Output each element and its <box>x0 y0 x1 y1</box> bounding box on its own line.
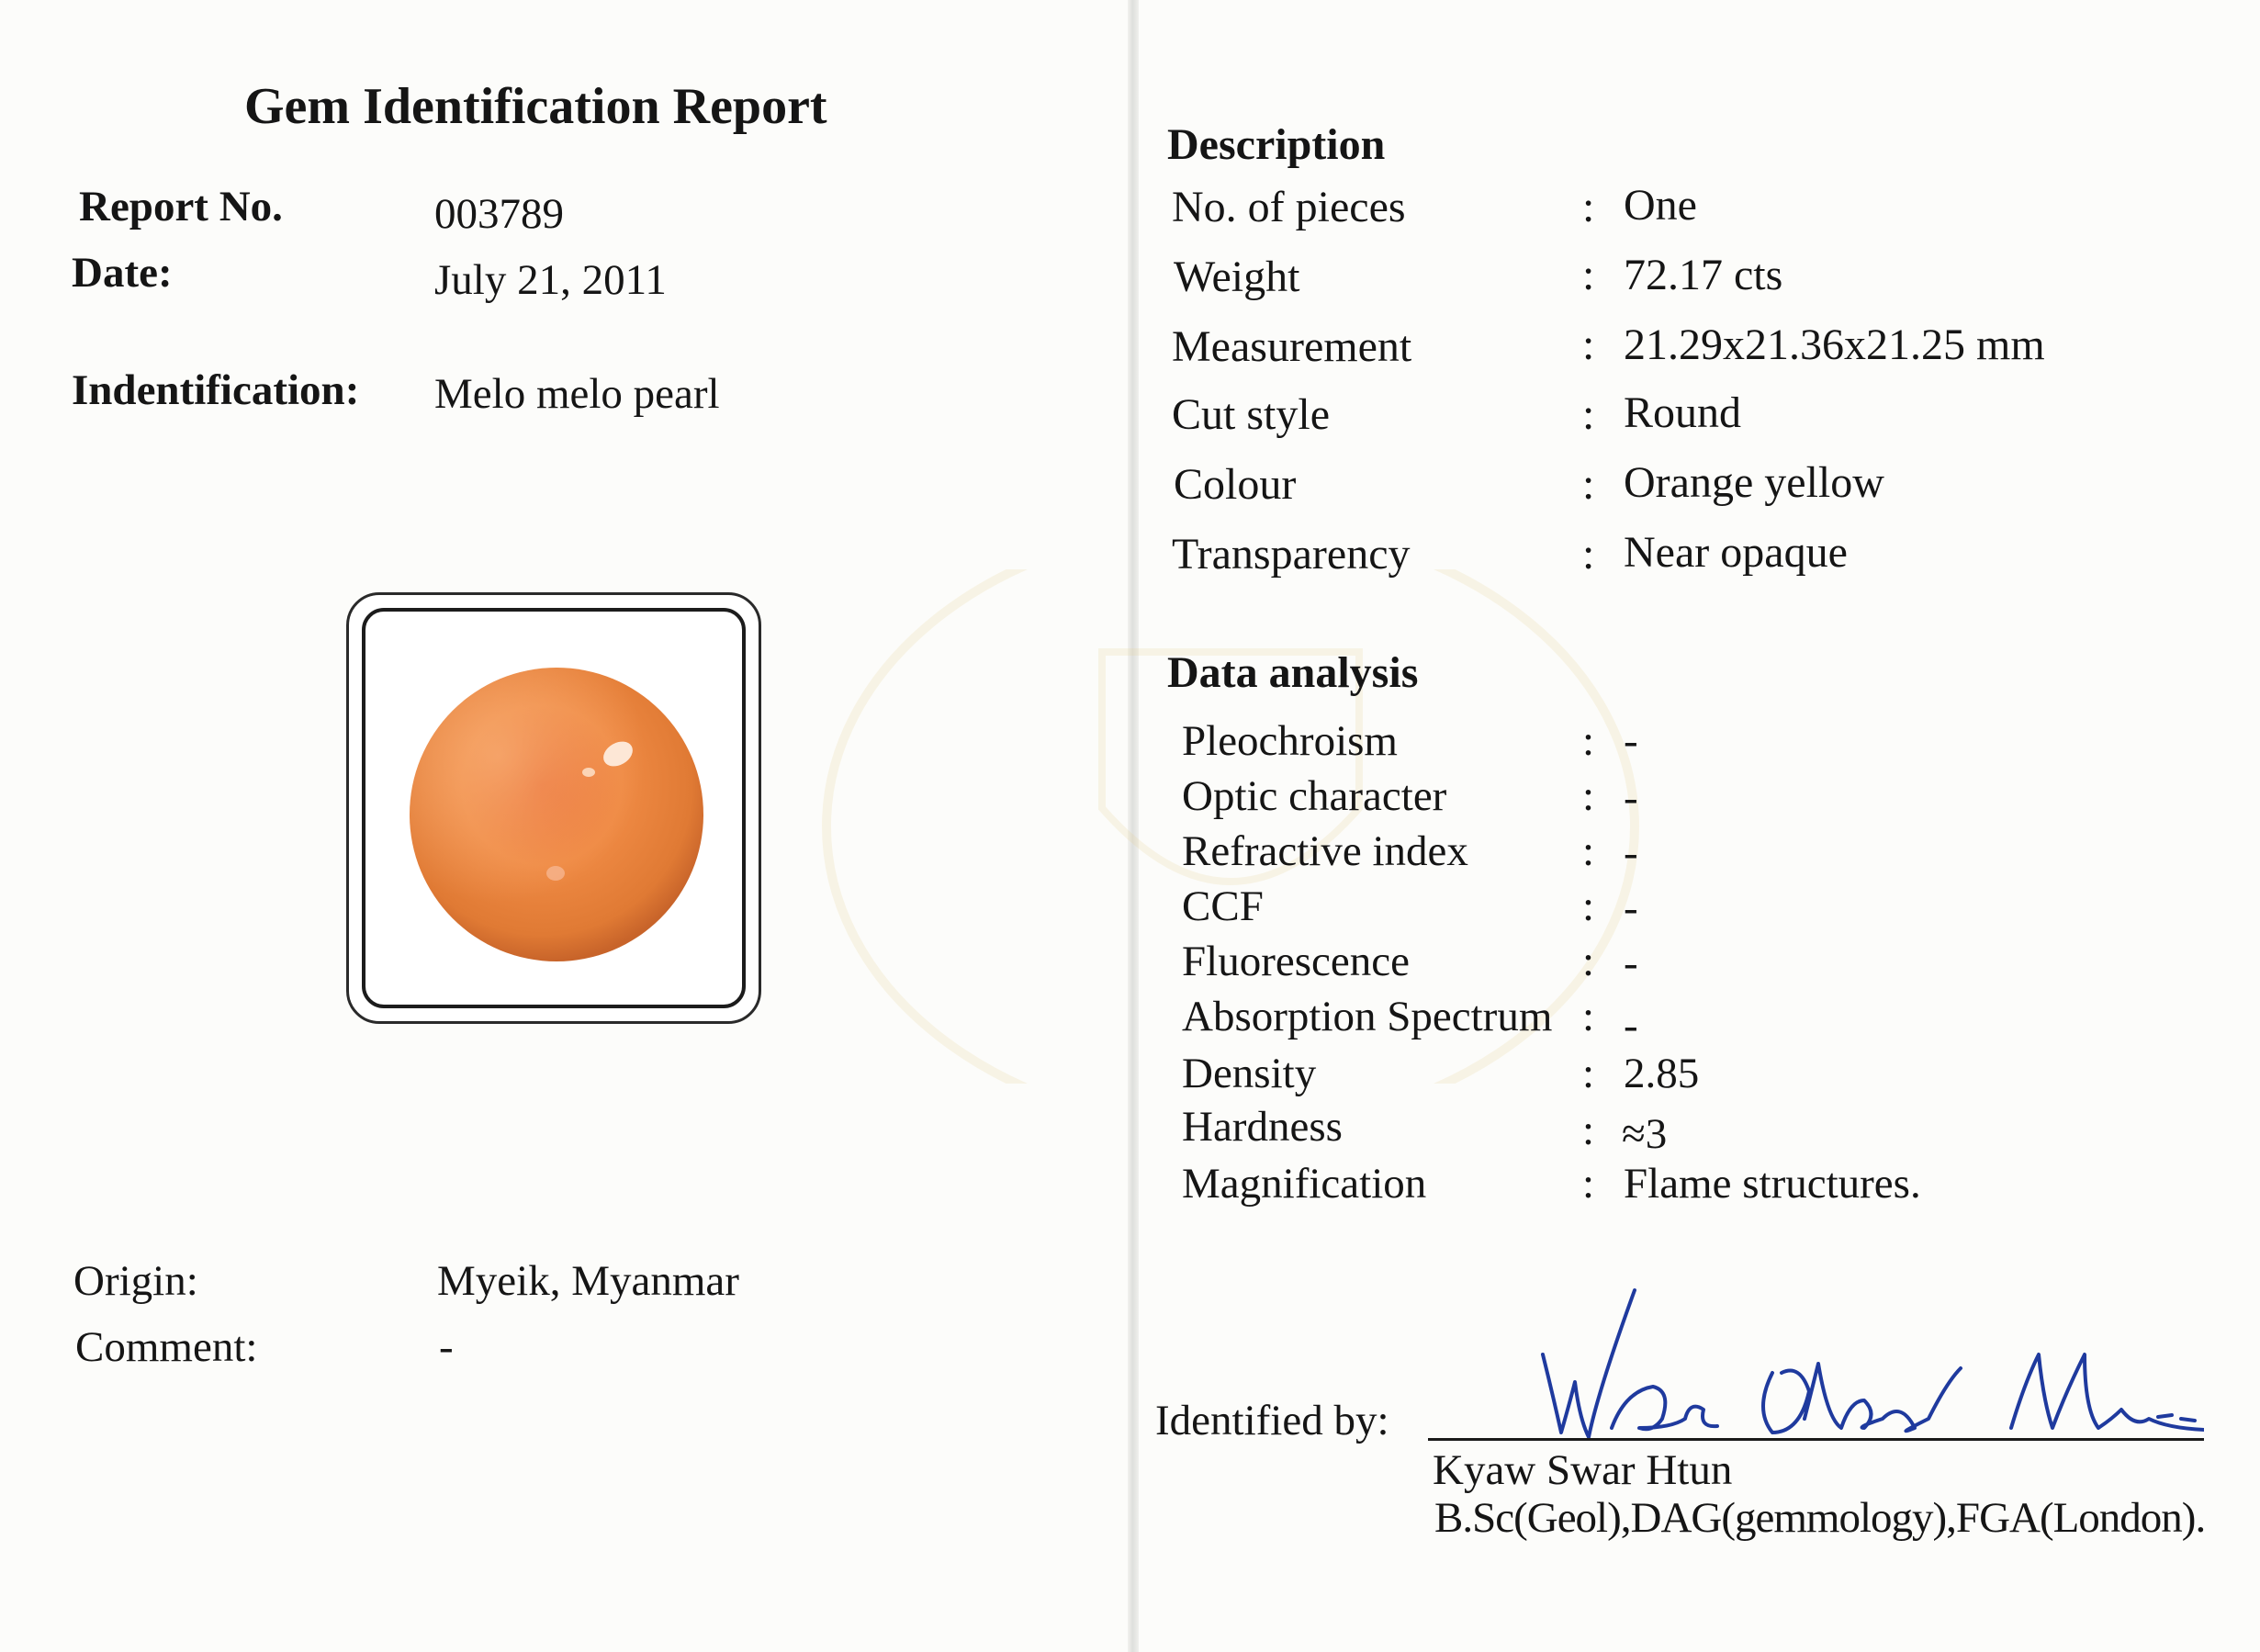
analysis-value: 2.85 <box>1624 1050 1700 1097</box>
identifier-name: Kyaw Swar Htun <box>1433 1446 1733 1494</box>
analysis-value: - <box>1624 717 1638 765</box>
description-label: No. of pieces <box>1172 183 1406 231</box>
separator-colon: : <box>1582 1160 1595 1208</box>
comment-value: - <box>439 1323 454 1371</box>
separator-colon: : <box>1582 993 1595 1040</box>
identified-by-label: Identified by: <box>1155 1397 1389 1444</box>
separator-colon: : <box>1582 530 1595 579</box>
separator-colon: : <box>1582 320 1595 369</box>
data-analysis-heading: Data analysis <box>1167 648 1419 697</box>
analysis-label: Hardness <box>1182 1103 1343 1151</box>
analysis-label: CCF <box>1182 882 1264 930</box>
description-label: Weight <box>1174 253 1300 301</box>
pearl-image <box>409 667 704 962</box>
description-value: Orange yellow <box>1624 458 1884 507</box>
analysis-label: Absorption Spectrum <box>1182 993 1553 1040</box>
description-label: Colour <box>1174 460 1297 509</box>
description-label: Measurement <box>1172 322 1412 371</box>
separator-colon: : <box>1582 1107 1595 1154</box>
analysis-label: Density <box>1182 1050 1317 1097</box>
separator-colon: : <box>1582 1050 1595 1097</box>
separator-colon: : <box>1582 938 1595 985</box>
analysis-label: Optic character <box>1182 772 1447 820</box>
date-label: Date: <box>72 249 173 297</box>
description-label: Cut style <box>1172 390 1331 439</box>
analysis-label: Fluorescence <box>1182 938 1410 985</box>
separator-colon: : <box>1582 882 1595 930</box>
description-value: 21.29x21.36x21.25 mm <box>1624 320 2045 369</box>
description-value: 72.17 cts <box>1624 251 1783 299</box>
analysis-label: Refractive index <box>1182 827 1468 875</box>
gem-photo-frame <box>346 592 761 1024</box>
identification-label: Indentification: <box>72 366 360 414</box>
separator-colon: : <box>1582 251 1595 299</box>
signature-line <box>1428 1438 2204 1441</box>
handwritten-signature <box>1524 1281 2204 1465</box>
report-no-label: Report No. <box>79 183 283 230</box>
analysis-value: - <box>1624 1002 1638 1050</box>
separator-colon: : <box>1582 390 1595 439</box>
analysis-value: Flame structures. <box>1624 1160 1921 1208</box>
comment-label: Comment: <box>75 1323 258 1371</box>
separator-colon: : <box>1582 460 1595 509</box>
analysis-label: Magnification <box>1182 1160 1427 1208</box>
description-value: Near opaque <box>1624 528 1848 577</box>
description-value: One <box>1624 181 1697 230</box>
origin-label: Origin: <box>73 1257 198 1305</box>
report-no-value: 003789 <box>434 190 564 238</box>
analysis-value: - <box>1624 939 1638 987</box>
identification-value: Melo melo pearl <box>434 370 720 418</box>
separator-colon: : <box>1582 183 1595 231</box>
separator-colon: : <box>1582 772 1595 820</box>
analysis-label: Pleochroism <box>1182 717 1398 765</box>
separator-colon: : <box>1582 717 1595 765</box>
analysis-value: - <box>1624 774 1638 822</box>
analysis-value: - <box>1624 829 1638 877</box>
date-value: July 21, 2011 <box>434 256 667 304</box>
identifier-credentials: B.Sc(Geol),DAG(gemmology),FGA(London). <box>1434 1494 2206 1542</box>
description-heading: Description <box>1167 120 1386 169</box>
report-title: Gem Identification Report <box>244 78 827 135</box>
origin-value: Myeik, Myanmar <box>437 1257 739 1305</box>
separator-colon: : <box>1582 827 1595 875</box>
description-value: Round <box>1624 388 1742 437</box>
description-label: Transparency <box>1172 530 1411 579</box>
analysis-value: - <box>1624 884 1638 932</box>
analysis-value: ≈3 <box>1622 1110 1668 1158</box>
